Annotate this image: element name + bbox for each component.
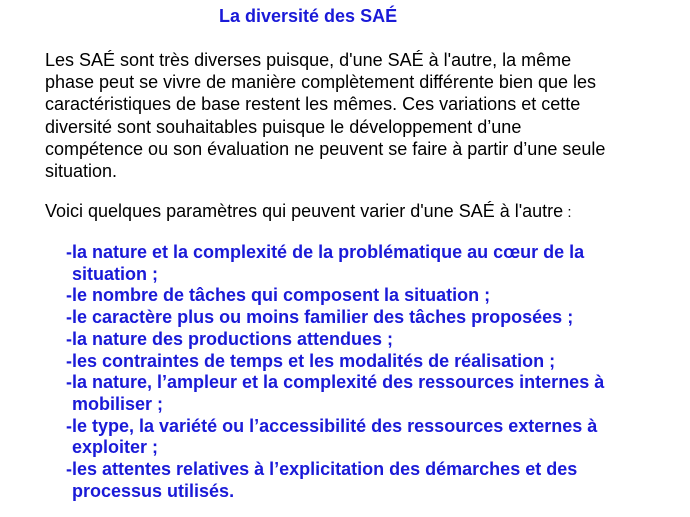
parameter-line: -le caractère plus ou moins familier des tâches proposées ; [66,307,574,328]
parameter-line: -le type, la variété ou l’accessibilité des ressources externes à [66,415,598,436]
parameter-line: situation ; [72,263,158,284]
intro-line: situation. [45,161,118,182]
parameter-item [66,351,686,373]
parameter-line: -les contraintes de temps et les modalités de réalisation ; [66,350,556,371]
parameter-item [66,329,686,351]
intro-line: compétence ou son évaluation ne peuvent se faire à partir d’une seule [45,138,606,159]
intro-line: caractéristiques de base restent les mêmes. Ces variations et cette [45,94,581,115]
parameter-item [66,285,686,307]
parameter-line: -le nombre de tâches qui composent la situation ; [66,285,491,306]
parameter-line: -la nature et la complexité de la problématique au cœur de la [66,242,585,262]
parameter-line: processus utilisés. [72,480,235,501]
intro-line: Les SAÉ sont très diverses puisque, d'une SAÉ à l'autre, la même [45,50,572,70]
parameters-intro [45,201,572,222]
intro-line: phase peut se vivre de manière complètement différente bien que les [45,72,597,93]
parameter-item [66,307,686,329]
parameter-item [66,459,686,502]
parameters-list [66,242,686,502]
parameter-line: mobiliser ; [72,393,164,414]
parameter-line: -la nature des productions attendues ; [66,328,394,349]
parameter-item [66,416,686,459]
parameters-intro-colon: : [563,204,572,221]
parameters-intro-text: Voici quelques paramètres qui peuvent varier d'une SAÉ à l'autre [45,201,564,221]
parameter-item [66,372,686,415]
page-title: La diversité des SAÉ [219,6,398,26]
intro-line: diversité sont souhaitables puisque le développement d’une [45,116,522,137]
intro-paragraph [45,49,685,182]
parameter-item [66,242,686,285]
parameter-line: exploiter ; [72,437,159,458]
parameter-line: -la nature, l’ampleur et la complexité des ressources internes à [66,372,605,393]
parameter-line: -les attentes relatives à l’explicitation des démarches et des [66,459,578,480]
